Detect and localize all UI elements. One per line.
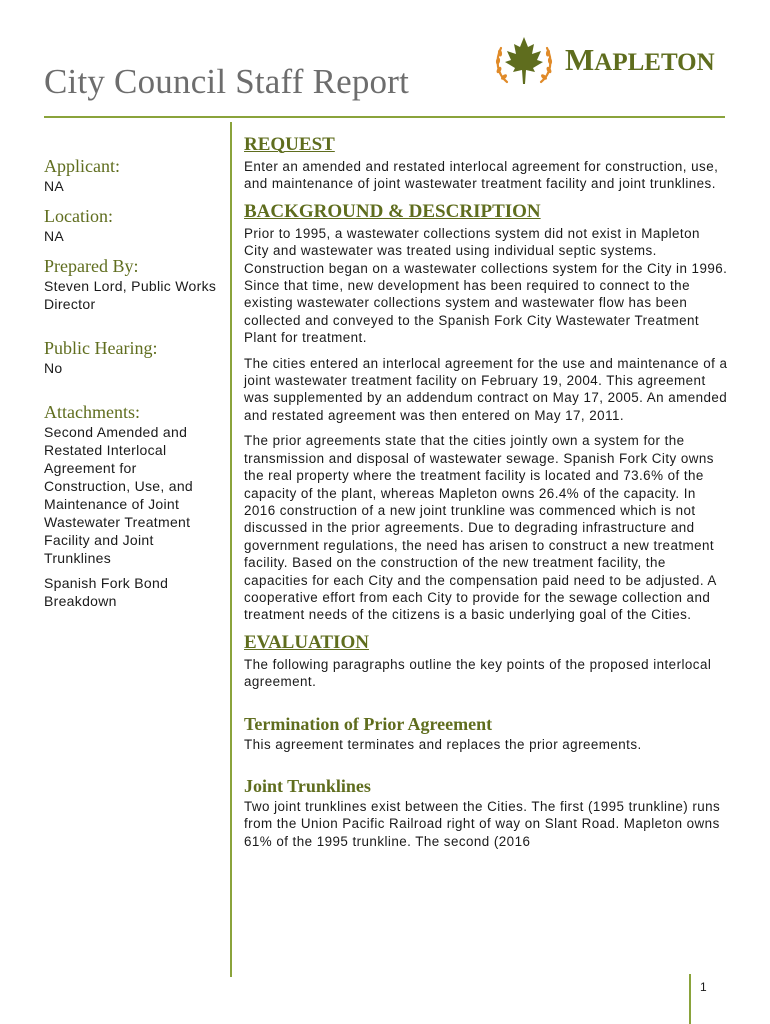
logo-wordmark: MAPLETON: [565, 42, 715, 77]
request-heading: REQUEST: [244, 134, 335, 155]
public-hearing-value: No: [44, 360, 63, 376]
request-text: Enter an amended and restated interlocal agreement for construction, use, and maintenance of joint wastewater treatment facility and joint trunklines.: [244, 159, 719, 192]
termination-heading: Termination of Prior Agreement: [244, 713, 493, 734]
joint-trunklines-text: Two joint trunklines exist between the Cities. The first (1995 trunkline) runs from the Union Pacific Railroad right of way on Slant Road. Mapleton owns 61% of the 1995 trunkline. The second (2016: [244, 798, 721, 849]
sidebar: [44, 155, 220, 610]
attachment-item: Second Amended and Restated Interlocal Agreement for Construction, Use, and Maintenance of Joint Wastewater Treatment Facility and Joint Trunklines: [44, 424, 194, 566]
background-paragraph: Prior to 1995, a wastewater collections system did not exist in Mapleton City and wastewater was treated using individual septic systems. Construction began on a wastewater collections system for the City in 1996. Since that time, new development has been required to connect to the existing wastewater collections system and wastewater flow has been collected and conveyed to the Spanish Fork City Wastewater Treatment Plant for treatment.: [244, 225, 728, 346]
prepared-by-label: Prepared By:: [44, 256, 139, 276]
applicant-value: NA: [44, 178, 65, 194]
page-title: City Council Staff Report: [44, 62, 410, 101]
header-divider: [44, 116, 725, 118]
evaluation-text: The following paragraphs outline the key points of the proposed interlocal agreement.: [244, 656, 712, 690]
background-paragraph: The prior agreements state that the cities jointly own a system for the transmission and disposal of wastewater sewage. Spanish Fork City owns the real property where the treatment facility is located and 73.6% of the capacity of the plant, whereas Mapleton owns 26.4% of the capacity. In 2016 construction of a new joint trunkline was commenced which is not discussed in the prior agreements. Due to degrading infrastructure and government regulations, the need has arisen to construct a new treatment facility. Based on the construction of the new treatment facility, the capacities for each City and the compensation paid need to be adjusted. A cooperative effort from each City to provide for the sewage collection and treatment needs of the citizens is a basic underlying goal of the Cities.: [244, 433, 717, 623]
report-body: [244, 132, 728, 850]
attachment-item: Spanish Fork Bond Breakdown: [44, 575, 169, 609]
prepared-by-value: Steven Lord, Public Works Director: [44, 278, 217, 312]
page-number: 1: [700, 980, 707, 994]
applicant-label: Applicant:: [44, 156, 120, 176]
mapleton-logo: [493, 34, 725, 88]
location-label: Location:: [44, 206, 113, 226]
public-hearing-label: Public Hearing:: [44, 338, 158, 358]
page-number-bar: [689, 974, 691, 1024]
column-divider: [230, 122, 232, 977]
attachments-label: Attachments:: [44, 402, 140, 422]
joint-trunklines-heading: Joint Trunklines: [244, 775, 371, 796]
background-paragraph: The cities entered an interlocal agreement for the use and maintenance of a joint wastewater treatment facility on February 19, 2004. This agreement was supplemented by an addendum contract on May 17, 2005. An amended and restated agreement was then entered on May 17, 2011.: [244, 355, 728, 423]
location-value: NA: [44, 228, 65, 244]
background-heading: BACKGROUND & DESCRIPTION: [244, 200, 541, 222]
evaluation-heading: EVALUATION: [244, 631, 369, 653]
maple-leaf-icon: [493, 34, 555, 88]
termination-text: This agreement terminates and replaces the prior agreements.: [244, 736, 642, 752]
